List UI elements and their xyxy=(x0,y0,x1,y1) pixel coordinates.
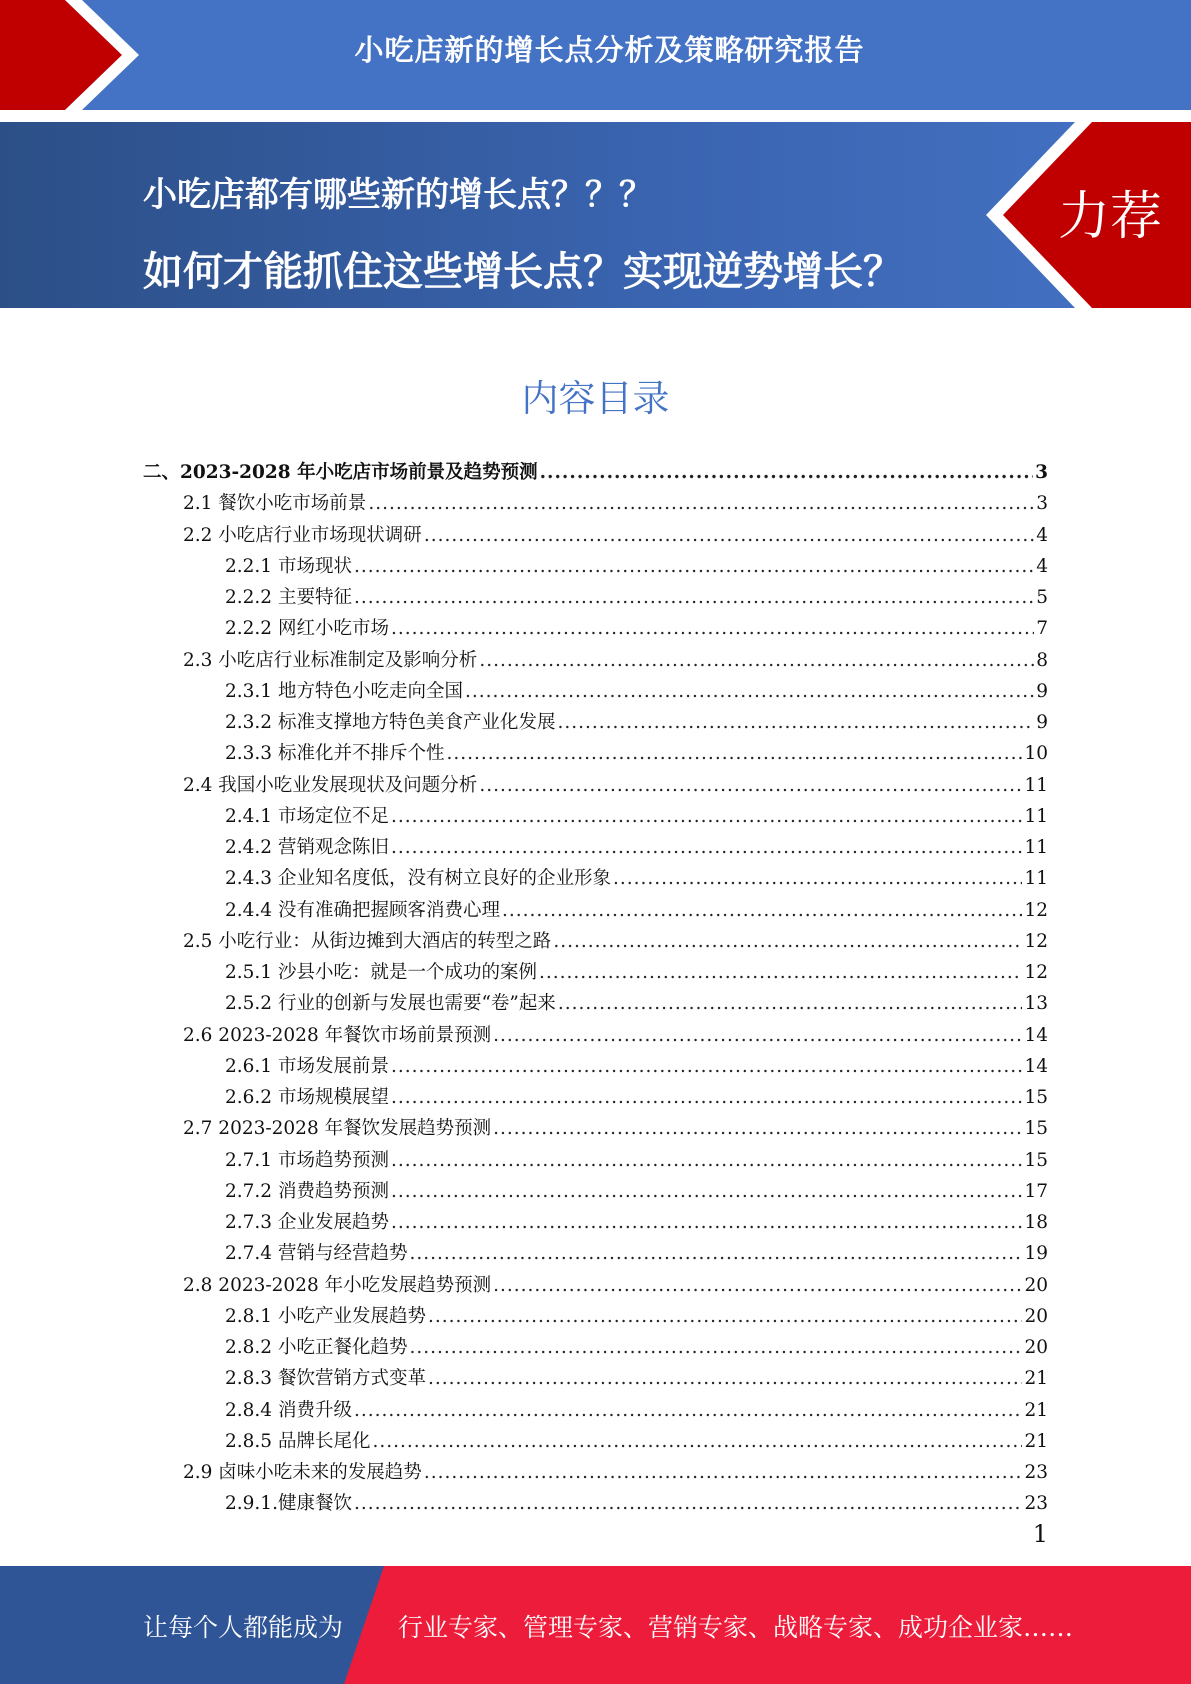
toc-leader-dots xyxy=(557,712,1034,733)
toc-entry[interactable] xyxy=(143,1021,1048,1052)
toc-leader-dots xyxy=(465,681,1034,702)
toc-leader-dots xyxy=(391,618,1034,639)
toc-leader-dots xyxy=(424,1462,1023,1483)
toc-leader-dots xyxy=(391,1087,1022,1108)
toc-entry-page: 18 xyxy=(1024,1212,1048,1233)
toc-entry[interactable] xyxy=(143,614,1048,645)
toc-entry[interactable] xyxy=(143,864,1048,895)
top-header-band xyxy=(0,0,1191,110)
toc-entry-page: 14 xyxy=(1024,1055,1048,1077)
toc-entry-page: 12 xyxy=(1024,899,1048,921)
toc-entry[interactable] xyxy=(143,677,1048,708)
toc-leader-dots xyxy=(391,837,1022,858)
table-of-contents xyxy=(143,458,1048,1521)
toc-leader-dots xyxy=(424,525,1034,546)
footer-slogan-left: 让每个人都能成为 xyxy=(143,1613,344,1642)
toc-entry-page: 11 xyxy=(1024,774,1048,796)
toc-entry-label: 2.4.4 没有准确把握顾客消费心理 xyxy=(225,899,500,921)
toc-entry-page: 17 xyxy=(1024,1180,1048,1202)
toc-entry-page: 20 xyxy=(1024,1274,1048,1296)
toc-entry-page: 23 xyxy=(1024,1493,1048,1515)
toc-entry[interactable] xyxy=(143,739,1048,770)
toc-entry-label: 2.6 2023-2028 年餐饮市场前景预测 xyxy=(183,1024,492,1046)
toc-entry-page: 12 xyxy=(1024,962,1048,983)
toc-leader-dots xyxy=(391,1056,1022,1077)
toc-entry-label: 2.4 我国小吃业发展现状及问题分析 xyxy=(183,774,478,796)
toc-entry[interactable] xyxy=(143,1208,1048,1239)
toc-entry-label: 2.2 小吃店行业市场现状调研 xyxy=(183,524,422,546)
toc-entry[interactable] xyxy=(143,1146,1048,1177)
toc-entry-page: 21 xyxy=(1024,1399,1048,1421)
toc-entry-label: 二、2023-2028 年小吃店市场前景及趋势预测 xyxy=(143,462,538,483)
toc-entry-label: 2.4.1 市场定位不足 xyxy=(225,805,389,827)
toc-leader-dots xyxy=(354,1400,1023,1421)
toc-entry-label: 2.1 餐饮小吃市场前景 xyxy=(183,493,367,515)
toc-leader-dots xyxy=(553,931,1022,952)
toc-leader-dots xyxy=(479,650,1034,671)
toc-entry-page: 11 xyxy=(1024,837,1048,858)
toc-entry-page: 10 xyxy=(1024,743,1048,765)
toc-entry-label: 2.7 2023-2028 年餐饮发展趋势预测 xyxy=(183,1118,492,1140)
toc-entry-page: 15 xyxy=(1024,1149,1048,1171)
toc-entry[interactable] xyxy=(143,1114,1048,1145)
toc-entry[interactable] xyxy=(143,1458,1048,1489)
toc-entry[interactable] xyxy=(143,896,1048,927)
toc-entry-page: 21 xyxy=(1024,1430,1048,1452)
toc-entry[interactable] xyxy=(143,958,1048,989)
toc-leader-dots xyxy=(409,1243,1022,1264)
toc-leader-dots xyxy=(354,556,1034,577)
toc-entry[interactable] xyxy=(143,1083,1048,1114)
toc-entry-page: 20 xyxy=(1024,1305,1048,1327)
toc-entry[interactable] xyxy=(143,708,1048,739)
recommend-badge-text: 力荐 xyxy=(1058,187,1163,247)
toc-entry[interactable] xyxy=(143,771,1048,802)
toc-entry-page: 23 xyxy=(1024,1462,1048,1483)
toc-leader-dots xyxy=(428,1368,1022,1389)
report-title: 小吃店新的增长点分析及策略研究报告 xyxy=(354,33,865,67)
hero-question-2: 如何才能抓住这些增长点？实现逆势增长？ xyxy=(143,249,903,295)
toc-entry[interactable] xyxy=(143,1052,1048,1083)
toc-entry-label: 2.5 小吃行业：从街边摊到大酒店的转型之路 xyxy=(183,930,552,952)
toc-entry-label: 2.2.1 市场现状 xyxy=(225,555,352,577)
toc-heading: 内容目录 xyxy=(521,377,670,420)
toc-entry[interactable] xyxy=(143,927,1048,958)
toc-entry-label: 2.8 2023-2028 年小吃发展趋势预测 xyxy=(183,1274,492,1296)
toc-entry-label: 2.8.2 小吃正餐化趋势 xyxy=(225,1337,408,1358)
toc-entry-page: 19 xyxy=(1024,1243,1048,1265)
toc-leader-dots xyxy=(428,1306,1022,1327)
toc-entry-page: 11 xyxy=(1024,868,1048,890)
toc-leader-dots xyxy=(391,806,1022,827)
toc-entry[interactable] xyxy=(143,646,1048,677)
toc-entry[interactable] xyxy=(143,521,1048,552)
toc-entry-page: 4 xyxy=(1036,524,1048,546)
toc-entry-page: 14 xyxy=(1024,1024,1048,1046)
toc-entry-page: 5 xyxy=(1036,587,1048,608)
page-number: 1 xyxy=(1032,1520,1048,1548)
toc-entry-label: 2.9.1.健康餐饮 xyxy=(225,1493,352,1515)
toc-leader-dots xyxy=(372,1431,1022,1452)
toc-entry-label: 2.7.3 企业发展趋势 xyxy=(225,1212,389,1233)
toc-leader-dots xyxy=(354,587,1034,608)
toc-entry[interactable] xyxy=(143,1271,1048,1302)
toc-entry[interactable] xyxy=(143,1302,1048,1333)
toc-entry[interactable] xyxy=(143,1177,1048,1208)
toc-entry-label: 2.7.1 市场趋势预测 xyxy=(225,1149,389,1171)
toc-leader-dots xyxy=(446,743,1022,764)
toc-leader-dots xyxy=(391,1150,1022,1171)
toc-entry-label: 2.7.2 消费趋势预测 xyxy=(225,1180,389,1202)
toc-leader-dots xyxy=(391,1212,1022,1233)
toc-entry-page: 8 xyxy=(1036,649,1048,671)
toc-entry-label: 2.3.1 地方特色小吃走向全国 xyxy=(225,680,463,702)
toc-entry-label: 2.8.1 小吃产业发展趋势 xyxy=(225,1305,426,1327)
toc-entry-page: 3 xyxy=(1035,462,1048,483)
toc-leader-dots xyxy=(558,993,1023,1014)
toc-entry-label: 2.8.4 消费升级 xyxy=(225,1399,352,1421)
toc-entry[interactable] xyxy=(143,458,1048,489)
toc-leader-dots xyxy=(479,775,1022,796)
toc-entry-page: 3 xyxy=(1036,493,1048,515)
toc-entry[interactable] xyxy=(143,583,1048,614)
toc-leader-dots xyxy=(502,900,1022,921)
toc-entry-page: 9 xyxy=(1036,680,1048,702)
toc-entry[interactable] xyxy=(143,552,1048,583)
toc-entry-page: 11 xyxy=(1024,805,1048,827)
toc-entry-page: 15 xyxy=(1024,1087,1048,1108)
toc-leader-dots xyxy=(354,1493,1023,1514)
toc-entry[interactable] xyxy=(143,1489,1048,1520)
toc-entry-label: 2.5.2 行业的创新与发展也需要“卷”起来 xyxy=(225,993,556,1015)
toc-entry-label: 2.2.2 主要特征 xyxy=(225,587,352,608)
toc-entry[interactable] xyxy=(143,1333,1048,1364)
toc-entry-label: 2.4.3 企业知名度低，没有树立良好的企业形象 xyxy=(225,868,611,890)
toc-entry-label: 2.2.2 网红小吃市场 xyxy=(225,618,389,640)
toc-entry-label: 2.4.2 营销观念陈旧 xyxy=(225,837,389,858)
toc-entry[interactable] xyxy=(143,1364,1048,1395)
toc-entry-label: 2.3 小吃店行业标准制定及影响分析 xyxy=(183,649,478,671)
toc-entry-page: 9 xyxy=(1036,712,1048,733)
toc-entry[interactable] xyxy=(143,1239,1048,1270)
footer-slogan-right: 行业专家、管理专家、营销专家、战略专家、成功企业家…… xyxy=(398,1613,1074,1642)
toc-entry-label: 2.8.5 品牌长尾化 xyxy=(225,1430,371,1452)
toc-entry-page: 4 xyxy=(1036,555,1048,577)
toc-entry-page: 12 xyxy=(1024,930,1048,952)
toc-leader-dots xyxy=(613,868,1022,889)
toc-leader-dots xyxy=(409,1337,1022,1358)
toc-entry-page: 20 xyxy=(1024,1337,1048,1358)
toc-leader-dots xyxy=(391,1181,1022,1202)
toc-entry[interactable] xyxy=(143,833,1048,864)
toc-entry-page: 15 xyxy=(1024,1118,1048,1140)
toc-entry-label: 2.3.2 标准支撑地方特色美食产业化发展 xyxy=(225,712,556,733)
toc-entry-label: 2.5.1 沙县小吃：就是一个成功的案例 xyxy=(225,962,537,983)
toc-leader-dots xyxy=(368,493,1034,514)
toc-entry[interactable] xyxy=(143,1396,1048,1427)
toc-leader-dots xyxy=(493,1025,1022,1046)
toc-leader-dots xyxy=(493,1118,1022,1139)
toc-entry[interactable] xyxy=(143,802,1048,833)
toc-leader-dots xyxy=(539,962,1022,983)
toc-entry[interactable] xyxy=(143,489,1048,520)
toc-entry-page: 13 xyxy=(1024,993,1048,1015)
toc-entry-label: 2.9 卤味小吃未来的发展趋势 xyxy=(183,1462,422,1483)
footer-banner xyxy=(0,1566,1191,1684)
toc-entry[interactable] xyxy=(143,1427,1048,1458)
toc-leader-dots xyxy=(540,462,1034,483)
toc-entry-page: 7 xyxy=(1036,618,1048,640)
toc-entry-label: 2.7.4 营销与经营趋势 xyxy=(225,1243,408,1265)
toc-entry-label: 2.6.1 市场发展前景 xyxy=(225,1055,389,1077)
toc-leader-dots xyxy=(493,1275,1022,1296)
toc-entry-label: 2.3.3 标准化并不排斥个性 xyxy=(225,743,445,765)
hero-banner xyxy=(0,122,1191,308)
toc-entry-page: 21 xyxy=(1024,1368,1048,1390)
hero-question-1: 小吃店都有哪些新的增长点？？？ xyxy=(143,175,653,215)
toc-entry-label: 2.8.3 餐饮营销方式变革 xyxy=(225,1368,426,1390)
toc-entry-label: 2.6.2 市场规模展望 xyxy=(225,1087,389,1108)
toc-entry[interactable] xyxy=(143,989,1048,1020)
